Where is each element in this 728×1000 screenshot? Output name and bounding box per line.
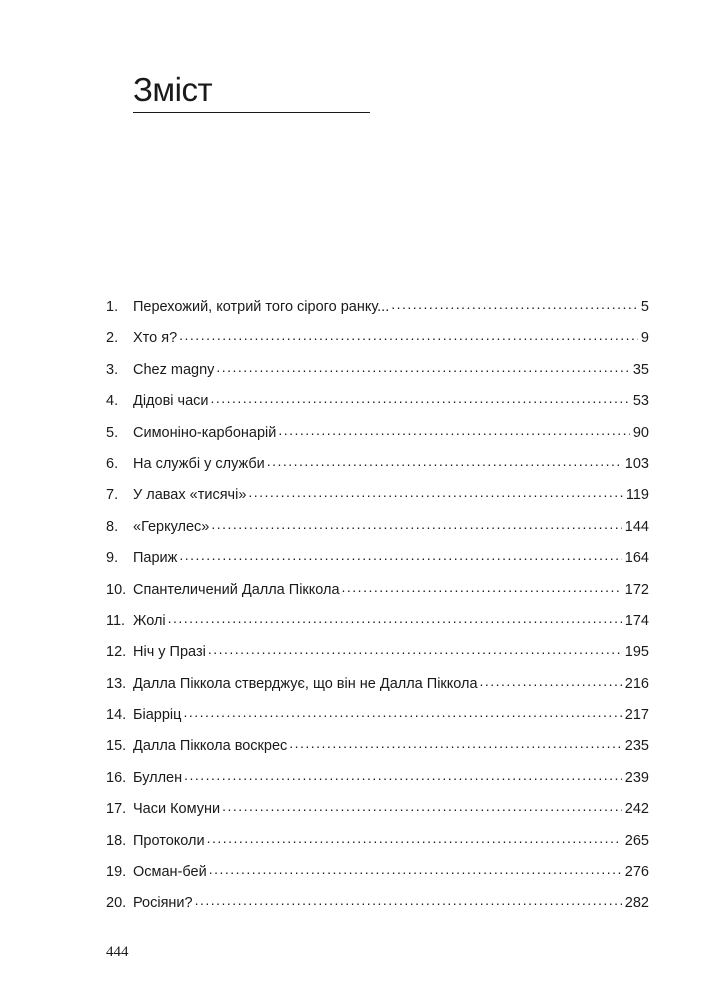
toc-entry — [106, 637, 649, 668]
toc-entry-page: 282 — [624, 895, 649, 912]
toc-entry-title: Осман-бей — [133, 864, 207, 881]
toc-entry-title: Ніч у Празі — [133, 644, 206, 661]
toc-entry — [106, 575, 649, 606]
toc-entry-number: 4. — [106, 393, 119, 410]
dot-leader — [267, 453, 622, 468]
toc-entry-number: 14. — [106, 707, 127, 724]
toc-entry-number: 11. — [106, 612, 126, 629]
toc-entry-page: 53 — [632, 393, 649, 410]
toc-entry — [106, 355, 649, 386]
toc-entry-page: 103 — [624, 455, 649, 472]
toc-entry-page: 235 — [624, 738, 649, 755]
toc-entry-number: 8. — [106, 518, 119, 535]
dot-leader — [184, 767, 622, 782]
toc-entry — [106, 292, 649, 323]
toc-entry — [106, 857, 649, 888]
toc-entry-number: 6. — [106, 455, 119, 472]
toc-entry — [106, 386, 649, 417]
toc-entry — [106, 543, 649, 574]
toc-entry — [106, 826, 649, 857]
toc-entry — [106, 700, 649, 731]
toc-entry-title: У лавах «тисячі» — [133, 487, 247, 504]
dot-leader — [216, 359, 629, 374]
toc-entry — [106, 480, 649, 511]
toc-entry-page: 35 — [632, 361, 649, 378]
toc-entry-title: Часи Комуни — [133, 801, 221, 818]
toc-entry-number: 12. — [106, 644, 127, 661]
toc-entry-page: 5 — [640, 299, 649, 315]
toc-entry-title: «Геркулес» — [133, 518, 210, 535]
title-underline — [133, 112, 370, 113]
toc-entry-number: 18. — [106, 832, 127, 849]
dot-leader — [183, 705, 621, 720]
toc-entry-title: На службі у служби — [133, 455, 265, 472]
toc-entry-title: Далла Піккола стверджує, що він не Далла Піккола — [133, 675, 478, 692]
toc-entry-page: 195 — [624, 644, 649, 661]
toc-entry-page: 239 — [624, 769, 649, 786]
toc-entry-page: 174 — [624, 612, 649, 629]
toc-entry-title: Дідові часи — [133, 393, 209, 410]
toc-entry-number: 15. — [106, 738, 127, 755]
dot-leader — [480, 673, 622, 688]
toc-entry-title: Симоніно-карбонарій — [133, 424, 277, 441]
dot-leader — [179, 328, 638, 343]
toc-entry-title: Париж — [133, 550, 178, 567]
toc-entry-page: 242 — [624, 801, 649, 818]
toc-entry — [106, 323, 649, 354]
toc-entry-number: 9. — [106, 550, 119, 567]
toc-entry-title: Жолі — [133, 612, 166, 629]
dot-leader — [278, 422, 630, 437]
toc-entry-title: Далла Піккола воскрес — [133, 738, 288, 755]
toc-entry-number: 1. — [106, 299, 119, 315]
toc-entry — [106, 731, 649, 762]
toc-entry-number: 13. — [106, 675, 127, 692]
toc-entry-page: 164 — [624, 550, 649, 567]
toc-entry-number: 7. — [106, 487, 119, 504]
dot-leader — [248, 485, 622, 500]
toc-entry-page: 90 — [632, 424, 649, 441]
dot-leader — [391, 297, 638, 312]
toc-entry-page: 9 — [640, 330, 649, 347]
toc-entry-title: Біарріц — [133, 707, 182, 724]
toc-entry-page: 276 — [624, 864, 649, 881]
toc-entry — [106, 418, 649, 449]
toc-entry — [106, 606, 649, 637]
dot-leader — [222, 799, 622, 814]
toc-entry — [106, 669, 649, 700]
toc-entry — [106, 449, 649, 480]
dot-leader — [195, 893, 622, 908]
table-of-contents — [106, 292, 649, 920]
toc-entry-page: 217 — [624, 707, 649, 724]
toc-entry — [106, 763, 649, 794]
dot-leader — [211, 516, 621, 531]
toc-entry-number: 17. — [106, 801, 127, 818]
dot-leader — [207, 830, 622, 845]
page-title: Зміст — [133, 71, 213, 108]
toc-entry-number: 5. — [106, 424, 119, 441]
toc-entry-page: 172 — [624, 581, 649, 598]
dot-leader — [209, 862, 622, 877]
toc-entry-number: 3. — [106, 361, 119, 378]
toc-entry — [106, 888, 649, 919]
toc-entry-title: Chez magny — [133, 361, 215, 378]
dot-leader — [179, 548, 621, 563]
toc-entry — [106, 794, 649, 825]
toc-entry-number: 16. — [106, 769, 127, 786]
toc-entry-number: 2. — [106, 330, 119, 347]
toc-entry-number: 20. — [106, 895, 127, 912]
toc-entry-page: 119 — [625, 487, 649, 504]
toc-entry-page: 265 — [624, 832, 649, 849]
toc-entry-title: Перехожий, котрий того сірого ранку... — [133, 299, 390, 315]
dot-leader — [168, 610, 622, 625]
toc-entry-title: Спантеличений Далла Піккола — [133, 581, 340, 598]
toc-entry-page: 144 — [624, 518, 649, 535]
toc-entry-title: Хто я? — [133, 330, 178, 347]
toc-entry-page: 216 — [624, 675, 649, 692]
dot-leader — [342, 579, 622, 594]
toc-entry-title: Росіяни? — [133, 895, 193, 912]
dot-leader — [211, 391, 630, 406]
dot-leader — [289, 736, 622, 751]
page-number: 444 — [106, 944, 129, 960]
toc-entry-number: 10. — [106, 581, 127, 598]
toc-entry-number: 19. — [106, 864, 127, 881]
toc-entry-title: Протоколи — [133, 832, 205, 849]
toc-entry — [106, 512, 649, 543]
toc-entry-title: Буллен — [133, 769, 183, 786]
dot-leader — [208, 642, 622, 657]
